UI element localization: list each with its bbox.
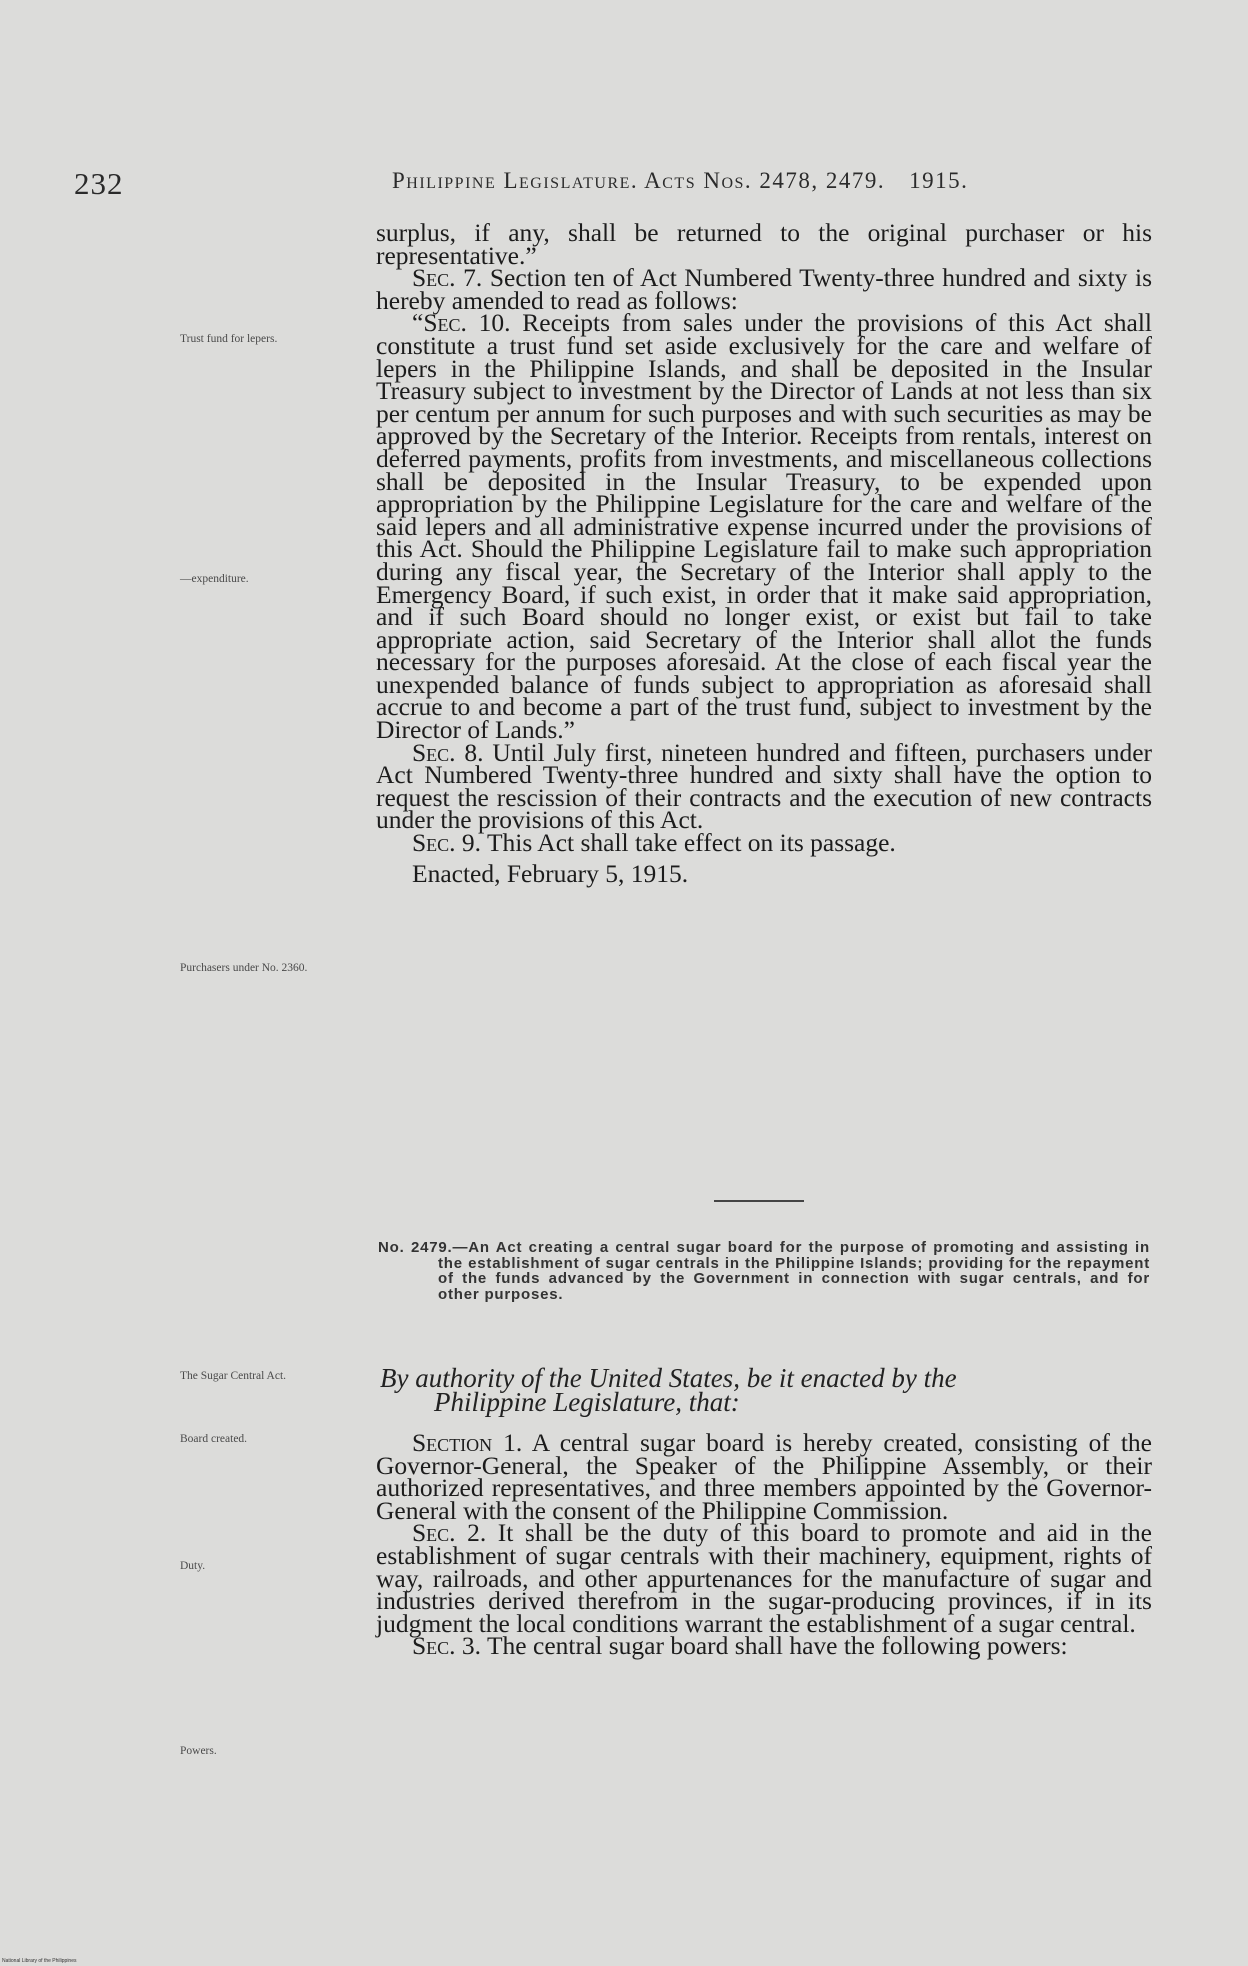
section-7-label: Sec. 7. <box>412 263 483 293</box>
act-2479-title <box>378 1240 1150 1302</box>
act-2478-body <box>376 218 1153 888</box>
section-8-text: Until July first, nineteen hundred and fifteen, purchasers under Act Numbered Twenty-three hundred and sixty shall have the option to request the rescission of their contracts and the execution of new contracts under the provisions of this Act. <box>376 737 1153 835</box>
section-10-text: Receipts from sales under the provisions of this Act shall constitute a trust fund set aside exclusively for the care and welfare of lepers in the Philippine Islands, and shall be deposited in the Insular Treasury subject to investment by the Director of Lands at not less than six per centum per annum for such purposes and with such securities as may be approved by the Secretary of the Interior. Receipts from rentals, interest on deferred payments, profits from investments, and miscellaneous collections shall be deposited in the Insular Treasury, to be expended upon appropriation by the Philippine Legislature for the care and welfare of the said lepers and all administrative expense incurred under the provisions of this Act. Should the Philippine Legislature fail to make such appropriation during any fiscal year, the Secretary of the Interior shall apply to the Emergency Board, if such exist, in order that it make said appropriation, and if such Board should no longer exist, or exist but fail to take appropriate action, said Secretary of the Interior shall allot the funds necessary for the purposes aforesaid. At the close of each fiscal year the unexpended balance of funds subject to appropriation as aforesaid shall accrue to and become a part of the trust fund, subject to investment by the Director of Lands.” <box>376 308 1152 745</box>
section-1 <box>376 1428 1153 1525</box>
section-7 <box>376 263 1152 315</box>
page-number: 232 <box>74 166 124 201</box>
section-divider <box>714 1200 804 1202</box>
section-8 <box>376 737 1153 835</box>
enacted-date: Enacted, February 5, 1915. <box>412 858 689 888</box>
act-2479-title-text: No. 2479.—An Act creating a central sugar board for the purpose of promoting and assisting in the establishment of sugar centrals in the Philippine Islands; providing for the repayment of the funds advanced by the Government in connection with sugar centrals, and for other purposes. <box>378 1239 1150 1303</box>
section-3 <box>376 1631 1152 1661</box>
section-8-label: Sec. 8. <box>412 737 484 767</box>
enacting-clause <box>380 1363 1152 1417</box>
margin-note-expenditure: —expenditure. <box>180 573 249 585</box>
section-2-label: Sec. 2. <box>412 1518 487 1548</box>
running-title: Philippine Legislature. Acts Nos. 2478, 2479. <box>392 168 886 193</box>
section-10-label: “Sec. 10. <box>412 308 511 338</box>
surplus-paragraph: surplus, if any, shall be returned to the original purchaser or his representative.” <box>376 218 1152 270</box>
section-2 <box>376 1518 1152 1638</box>
section-1-label: Section 1. <box>412 1428 523 1457</box>
running-year: 1915. <box>909 168 969 193</box>
section-9-label: Sec. 9. <box>412 828 482 858</box>
section-1-text: A central sugar board is hereby created, consisting of the Governor-General, the Speaker of the Philippine Assembly, or their authorized representatives, and three members appointed by the Governor-General with the consent of the Philippine Commission. <box>376 1428 1153 1525</box>
enacting-line-2: Philippine Legislature, that: <box>434 1387 740 1417</box>
section-3-label: Sec. 3. <box>412 1631 482 1661</box>
section-2-text: It shall be the duty of this board to promote and aid in the establishment of sugar centrals with their machinery, equipment, rights of way, railroads, and other appurtenances for the manufacture of sugar and industries derived therefrom in the sugar-producing provinces, if in its judgment the local conditions warrant the establishment of a sugar central. <box>376 1518 1152 1638</box>
act-2479-body <box>376 1428 1153 1661</box>
section-9 <box>376 828 1152 858</box>
margin-note-trust-fund: Trust fund for lepers. <box>180 333 278 345</box>
section-10 <box>376 308 1152 745</box>
footer-credit: National Library of the Philippines <box>2 1958 77 1964</box>
running-head <box>392 168 1156 194</box>
margin-note-purchasers: Purchasers under No. 2360. <box>180 962 308 974</box>
margin-note-powers: Powers. <box>180 1745 217 1757</box>
margin-note-sugar-central-act: The Sugar Central Act. <box>180 1370 287 1382</box>
section-9-text: This Act shall take effect on its passage. <box>481 828 896 858</box>
margin-note-duty: Duty. <box>180 1560 206 1572</box>
margin-note-board-created: Board created. <box>180 1433 248 1445</box>
enacting-line-1: By authority of the United States, be it enacted by the <box>380 1363 957 1393</box>
section-3-text: The central sugar board shall have the following powers: <box>481 1631 1068 1661</box>
section-7-text: Section ten of Act Numbered Twenty-three hundred and sixty is hereby amended to read as follows: <box>376 263 1152 315</box>
